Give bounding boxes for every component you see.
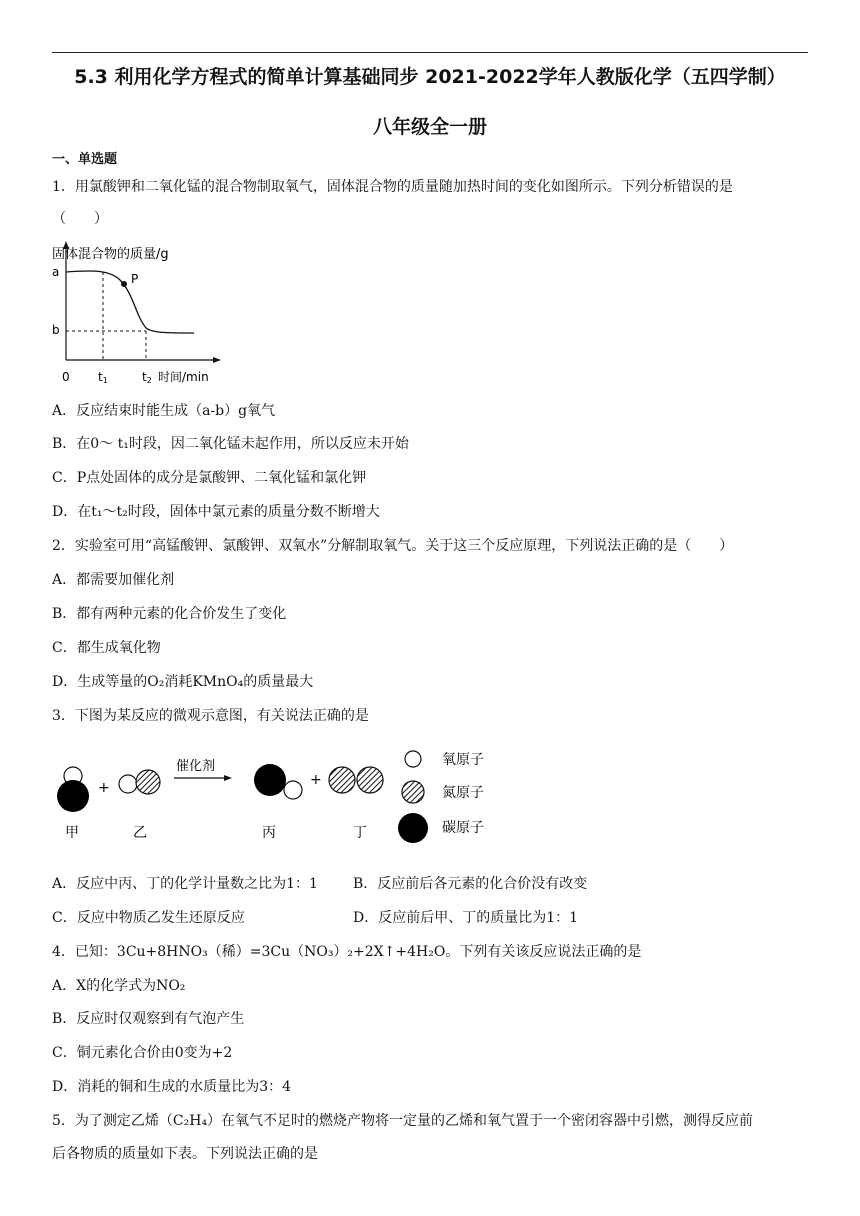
- graph-b-label: b: [52, 323, 60, 337]
- bing-oxygen-atom: [284, 781, 302, 799]
- q2-stem: 2．实验室可用“高锰酸钾、氯酸钾、双氧水”分解制取氧气。关于这三个反应原理，下列说法正确的是（ ）: [52, 538, 734, 554]
- q3-option-d: D．反应前后甲、丁的质量比为1：1: [353, 910, 579, 926]
- graph-a-label: a: [52, 265, 60, 279]
- q2-option-b: B．都有两种元素的化合价发生了变化: [52, 606, 287, 622]
- label-ding: 丁: [353, 825, 367, 841]
- graph-origin-label: 0: [62, 370, 70, 384]
- q2-option-d: D．生成等量的O₂消耗KMnO₄的质量最大: [52, 674, 314, 690]
- graph-y-label: 固体混合物的质量/g: [52, 247, 169, 262]
- q3-reaction-diagram: [48, 740, 508, 850]
- q2-option-c: C．都生成氧化物: [52, 640, 161, 656]
- graph-p-label: P: [131, 272, 139, 286]
- q1-option-d: D．在t₁～t₂时段，固体中氯元素的质量分数不断增大: [52, 504, 380, 520]
- jia-carbon-atom: [57, 780, 89, 812]
- legend-nitrogen-label: 氮原子: [442, 785, 484, 801]
- q1-option-b: B．在0～ t₁时段，因二氧化锰未起作用，所以反应未开始: [52, 436, 409, 452]
- q3-option-b: B．反应前后各元素的化合价没有改变: [353, 876, 588, 892]
- legend-carbon-label: 碳原子: [442, 820, 484, 836]
- q5-stem-line2: 后各物质的质量如下表。下列说法正确的是: [52, 1146, 318, 1162]
- ding-nitrogen-atom-1: [329, 767, 355, 793]
- q1-mass-time-graph: [48, 238, 228, 388]
- label-bing: 丙: [262, 825, 276, 841]
- q4-option-b: B．反应时仅观察到有气泡产生: [52, 1011, 245, 1027]
- q4-option-c: C．铜元素化合价由0变为+2: [52, 1045, 233, 1061]
- legend-carbon-icon: [398, 813, 428, 843]
- yi-oxygen-atom: [119, 775, 137, 793]
- q4-option-d: D．消耗的铜和生成的水质量比为3：4: [52, 1079, 292, 1095]
- q5-stem-line1: 5．为了测定乙烯（C₂H₄）在氧气不足时的燃烧产物将一定量的乙烯和氧气置于一个密闭容器中引燃，测得反应前: [52, 1113, 754, 1129]
- catalyst-label: 催化剂: [176, 759, 216, 774]
- page-title-line1: 5.3 利用化学方程式的简单计算基础同步 2021-2022学年人教版化学（五四学制）: [74, 66, 786, 88]
- plus-sign-2: +: [310, 772, 322, 788]
- q1-option-a: A．反应结束时能生成（a-b）g氧气: [52, 403, 276, 419]
- top-rule: [52, 52, 808, 53]
- page-title-line2: 八年级全一册: [372, 116, 487, 138]
- graph-t1-label: t1: [98, 370, 108, 385]
- label-yi: 乙: [133, 825, 147, 841]
- q1-stem-line1: 1．用氯酸钾和二氧化锰的混合物制取氧气，固体混合物的质量随加热时间的变化如图所示。下列分析错误的是: [52, 179, 733, 195]
- graph-x-label: 时间/min: [158, 370, 209, 384]
- q4-option-a: A．X的化学式为NO₂: [52, 978, 186, 994]
- label-jia: 甲: [65, 825, 79, 841]
- q1-option-c: C．P点处固体的成分是氯酸钾、二氧化锰和氯化钾: [52, 470, 367, 486]
- bing-carbon-atom: [254, 764, 286, 796]
- legend-oxygen-label: 氧原子: [442, 752, 484, 768]
- yi-nitrogen-atom: [136, 770, 160, 794]
- ding-nitrogen-atom-2: [357, 767, 383, 793]
- reaction-arrow: [224, 775, 232, 781]
- q3-option-c: C．反应中物质乙发生还原反应: [52, 910, 245, 926]
- q3-stem: 3．下图为某反应的微观示意图，有关说法正确的是: [52, 708, 369, 724]
- legend-oxygen-icon: [405, 751, 421, 767]
- section-title: 一、单选题: [52, 152, 118, 167]
- q2-option-a: A．都需要加催化剂: [52, 572, 175, 588]
- legend-nitrogen-icon: [402, 781, 424, 803]
- q4-stem: 4．已知：3Cu+8HNO₃（稀）=3Cu（NO₃）₂+2X↑+4H₂O。下列有关该反应说法正确的是: [52, 944, 642, 960]
- q3-option-a: A．反应中丙、丁的化学计量数之比为1：1: [52, 876, 318, 892]
- q1-stem-line2: （ ）: [52, 211, 108, 227]
- plus-sign-1: +: [98, 780, 110, 796]
- graph-t2-label: t2: [142, 370, 152, 385]
